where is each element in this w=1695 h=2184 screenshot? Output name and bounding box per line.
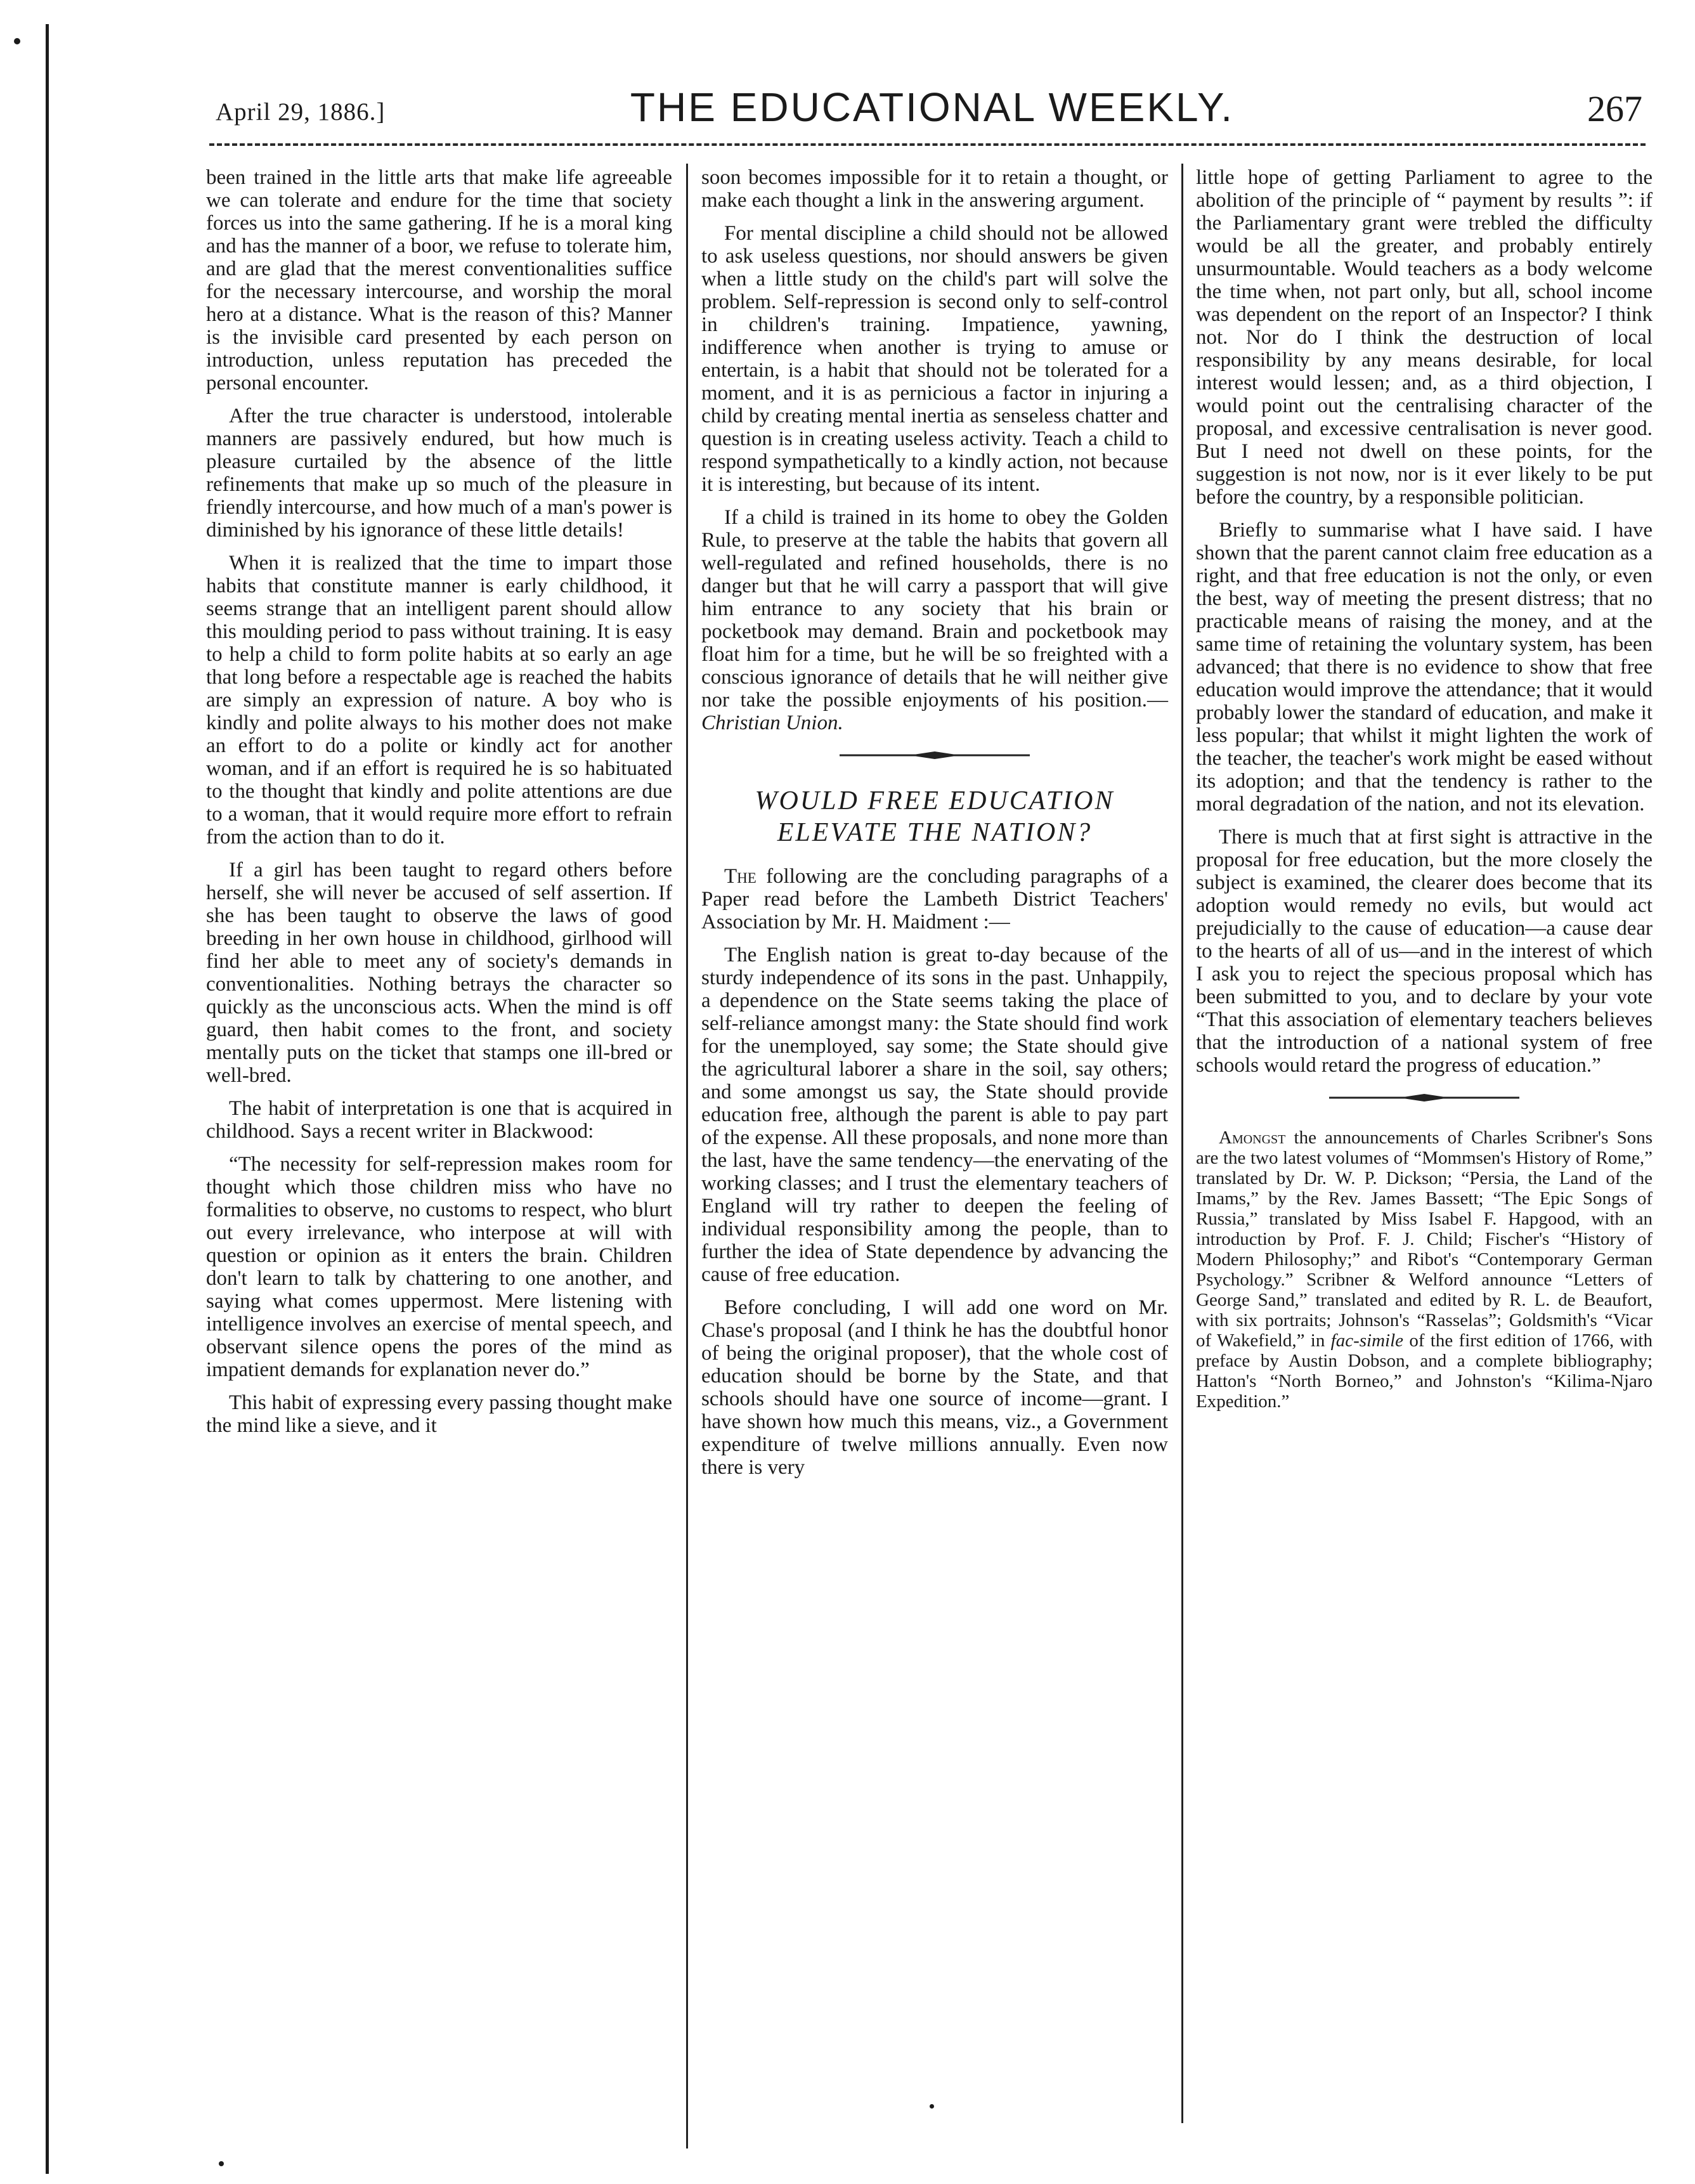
paragraph: Before concluding, I will add one word on Mr. Chase's proposal (and I think he has the doubtful honor of being the original proposer), that the whole cost of education should be borne by the State, and that schools should have one source of income—grant. I have shown how much this means, viz., a Government expenditure of twelve millions annually. Even now there is very bbox=[701, 1296, 1168, 1479]
paragraph: Briefly to summarise what I have said. I have shown that the parent cannot claim free education as a right, and that free education is not the only, or even the best, way of meeting the present distress; that no practicable means of raising the money, and at the same time of retaining the voluntary system, has been advanced; that there is no evidence to show that free education would improve the attendance; that it would probably lower the standard of education, and make it less popular; that whilst it might lighten the work of the teacher, the teacher's work might be eased without its adoption; and that the tendency is rather to the moral degradation of the nation, and not its elevation. bbox=[1196, 519, 1653, 816]
scan-speck bbox=[219, 2161, 224, 2166]
quotation: “The necessity for self-repression makes room for thought which those children miss who have no formalities to observe, no customs to respect, who blurt out every irrelevance, who interpose at will with question or opinion as it enters the brain. Children don't learn to talk by chattering to one another, and saying what comes uppermost. Mere listening with intelligence involves an exercise of mental speech, and observant silence opens the pores of the mind as impatient demands for explanation never do.” bbox=[206, 1153, 672, 1381]
paragraph: This habit of expressing every passing thought make the mind like a sieve, and it bbox=[206, 1391, 672, 1437]
heading-line: WOULD FREE EDUCATION bbox=[755, 786, 1115, 816]
announce-lead: Amongst bbox=[1219, 1128, 1286, 1148]
intro-lead: The bbox=[724, 865, 757, 888]
column-divider bbox=[1181, 164, 1183, 2123]
column-2 bbox=[701, 166, 1168, 1489]
heading-line: ELEVATE THE NATION? bbox=[777, 818, 1093, 847]
paragraph: The English nation is great to-day because of the sturdy independence of its sons in the past. Unhappily, a dependence on the State seems taking the place of self-reliance amongst many: the State should find work for the unemployed, say some; the State should give the agricultural laborer a share in the soil, say others; and some amongst us say, the State should provide education free, although the parent is able to pay part of the expense. All these proposals, and none more than the last, have the same tendency—the enervating of the working classes; and I trust the elementary teachers of England will try rather to deepen the feeling of individual responsibility among the people, than to further the idea of State dependence by advancing the cause of free education. bbox=[701, 944, 1168, 1286]
paragraph bbox=[701, 506, 1168, 734]
section-ornament bbox=[1329, 1093, 1519, 1102]
article-heading bbox=[701, 785, 1168, 848]
announcement-paragraph bbox=[1196, 1128, 1653, 1412]
paragraph: When it is realized that the time to impart those habits that constitute manner is early childhood, it seems strange that an intelligent parent should allow this moulding period to pass without training. It is easy to help a child to form polite habits at so early an age that long before a respectable age is reached the habits are simply an expression of nature. A boy who is kindly and polite always to his mother does not make an effort to do a polite or kindly act for another woman, and if an effort is required he is so habituated to the thought that kindly and polite attentions are due to a woman, that it would require more effort to refrain from the action than to do it. bbox=[206, 552, 672, 848]
announce-italic: fac-simile bbox=[1330, 1330, 1404, 1351]
paragraph: If a girl has been taught to regard others before herself, she will never be accused of self assertion. If she has been taught to observe the laws of good breeding in her own house in childhood, girlhood will find her able to meet any of society's demands in conventionalities. Nothing betrays the character so quickly as the unconscious acts. When the mind is off guard, then habit comes to the front, and society mentally puts on the ticket that stamps one ill-bred or well-bred. bbox=[206, 859, 672, 1087]
intro-text: following are the concluding paragraphs of a Paper read before the Lambeth District Teachers' Association by Mr. H. Maidment :— bbox=[701, 865, 1168, 933]
scan-speck bbox=[930, 2104, 934, 2109]
announce-text: of the first edition of 1766, with preface by Austin Dobson, and a complete bibliography; Hatton's “North Borneo,” and Johnston's “Kilima-Njaro Expedition.” bbox=[1196, 1330, 1653, 1412]
paragraph: After the true character is understood, intolerable manners are passively endured, but how much is pleasure curtailed by the absence of the little refinements that make up so much of the pleasure in friendly intercourse, and how much of a man's power is diminished by his ignorance of these little details! bbox=[206, 405, 672, 542]
section-ornament bbox=[840, 751, 1030, 760]
publication-title: THE EDUCATIONAL WEEKLY. bbox=[630, 84, 1235, 130]
paragraph: For mental discipline a child should not be allowed to ask useless questions, nor should answers be given when a little study on the child's part will solve the problem. Self-repression is second only to self-control in children's training. Impatience, yawning, indifference when another is trying to amuse or entertain, is a habit that should not be tolerated for a moment, and it is as pernicious a factor in injuring a child by creating mental inertia as senseless chatter and question is in creating useless activity. Teach a child to respond sympathetically to a kindly action, not because it is interesting, but because of its intent. bbox=[701, 222, 1168, 496]
page-header bbox=[209, 84, 1655, 141]
attribution: Christian Union. bbox=[701, 712, 843, 734]
column-divider bbox=[686, 164, 688, 2148]
announcements-note bbox=[1196, 1128, 1653, 1412]
paragraph: been trained in the little arts that make life agreeable we can tolerate and endure for the time that society forces us into the same gathering. If he is a moral king and has the manner of a boor, we refuse to tolerate him, and are glad that the merest conventionalities suffice for the necessary intercourse, and worship the moral hero at a distance. What is the reason of this? Manner is the invisible card presented by each person on introduction, unless reputation has preceded the personal encounter. bbox=[206, 166, 672, 394]
announce-text: the announcements of Charles Scribner's Sons are the two latest volumes of “Mommsen's History of Rome,” translated by Dr. W. P. Dickson; “Persia, the Land of the Imams,” by the Rev. James Bassett; “The Epic Songs of Russia,” translated by Miss Isabel F. Hapgood, with an introduction by Prof. F. J. Child; Fischer's “History of Modern Philosophy;” and Ribot's “Contemporary German Psychology.” Scribner & Welford announce “Letters of George Sand,” translated and edited by R. L. de Beaufort, with six portraits; Johnson's “Rasselas”; Goldsmith's “Vicar of Wakefield,” in bbox=[1196, 1128, 1653, 1351]
paragraph: little hope of getting Parliament to agree to the abolition of the principle of “ payment by results ”: if the Parliamentary grant were trebled the difficulty would be all the greater, and probably entirely unsurmountable. Would teachers as a body welcome the time when, not part only, but all, school income was dependent on the report of an Inspector? I think not. Nor do I think the destruction of local responsibility by any means desirable, for local interest would lessen; and, as a third objection, I would point out the centralising character of the proposal, and excessive centralisation is never good. But I need not dwell on these points, for the suggestion is not now, nor is it ever likely to be put before the country, by a responsible politician. bbox=[1196, 166, 1653, 509]
issue-date: April 29, 1886.] bbox=[216, 98, 386, 126]
paragraph: soon becomes impossible for it to retain a thought, or make each thought a link in the answering argument. bbox=[701, 166, 1168, 212]
page-number: 267 bbox=[1587, 88, 1642, 129]
intro-paragraph bbox=[701, 865, 1168, 933]
header-rule bbox=[209, 143, 1646, 146]
paragraph-text: If a child is trained in its home to obey the Golden Rule, to preserve at the table the habits that govern all well-regulated and refined households, there is no danger but that he will carry a passport that will give him entrance to any society that his brain or pocketbook may demand. Brain and pocketbook may float him for a time, but he will be so freighted with a conscious ignorance of details that he will neither give nor take the possible enjoyments of his position.— bbox=[701, 506, 1168, 712]
scan-speck bbox=[14, 38, 20, 44]
paragraph: The habit of interpretation is one that is acquired in childhood. Says a recent writer in Blackwood: bbox=[206, 1097, 672, 1143]
paragraph: There is much that at first sight is attractive in the proposal for free education, but the more closely the subject is examined, the clearer does become that its adoption would remedy no evils, but would act prejudicially to the cause of education—a cause dear to the hearts of all of us—and in the interest of which I ask you to reject the specious proposal which has been submitted to you, and to declare by your vote “That this association of elementary teachers believes that the introduction of a national system of free schools would retard the progress of education.” bbox=[1196, 826, 1653, 1077]
column-3 bbox=[1196, 166, 1653, 1412]
column-1 bbox=[206, 166, 672, 1447]
left-margin-rule bbox=[46, 24, 49, 2174]
